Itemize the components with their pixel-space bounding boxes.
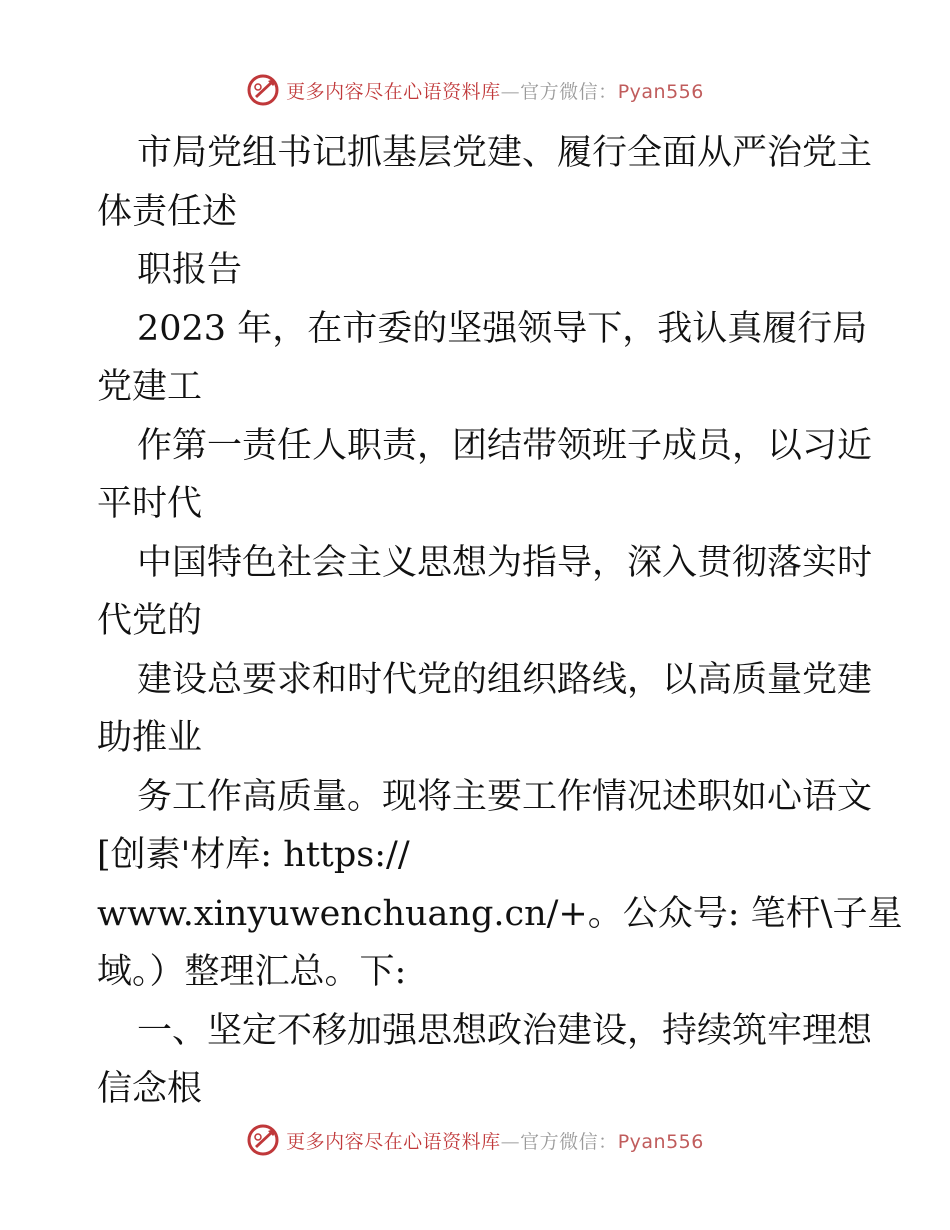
text-line: 体责任述 — [97, 191, 238, 232]
text-line: 中国特色社会主义思想为指导，深入贯彻落实时 — [137, 542, 873, 583]
text-line: 助推业 — [97, 718, 203, 758]
watermark-dash: — — [500, 1130, 521, 1153]
document-body — [97, 124, 903, 1119]
watermark-wechat-id: Pyan556 — [617, 1130, 704, 1153]
header-watermark — [0, 70, 950, 110]
quill-logo-icon — [246, 73, 280, 107]
text-line: 代党的 — [97, 601, 203, 641]
text-line: 党建工 — [97, 367, 203, 407]
watermark-site-text: 更多内容尽在心语资料库 — [286, 1130, 501, 1153]
watermark-wechat-label: 官方微信： — [520, 80, 618, 103]
text-line: 一、坚定不移加强思想政治建设，持续筑牢理想 — [137, 1010, 873, 1051]
text-line: 平时代 — [97, 484, 203, 524]
text-line: 信念根 — [97, 1069, 203, 1109]
text-line: 市局党组书记抓基层党建、履行全面从严治党主 — [137, 133, 873, 173]
watermark-wechat-label: 官方微信： — [520, 1130, 618, 1153]
quill-logo-icon — [246, 1123, 280, 1157]
text-line: 作第一责任人职责，团结带领班子成员，以习近 — [137, 425, 873, 466]
text-line: 建设总要求和时代党的组织路线，以高质量党建 — [137, 659, 873, 700]
text-line: [创素'材库: https:// — [97, 835, 410, 875]
text-line: 职报告 — [137, 250, 243, 290]
text-line: 域。）整理汇总。下: — [97, 952, 407, 992]
text-line: 务工作高质量。现将主要工作情况述职如心语文 — [137, 776, 873, 817]
watermark-site-text: 更多内容尽在心语资料库 — [286, 80, 501, 103]
watermark-dash: — — [500, 80, 521, 103]
text-line: 2023 年，在市委的坚强领导下，我认真履行局 — [137, 308, 868, 349]
watermark-wechat-id: Pyan556 — [617, 80, 704, 103]
footer-watermark — [0, 1120, 950, 1160]
text-line: www.xinyuwenchuang.cn/+。公众号: 笔杆\子星 — [97, 893, 903, 934]
